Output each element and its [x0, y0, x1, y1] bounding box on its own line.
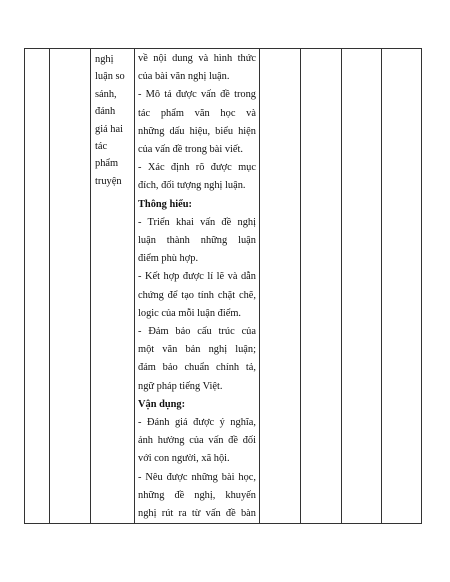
- matrix-table: [24, 48, 422, 524]
- section-heading: Thông hiểu:: [138, 198, 192, 210]
- cell-count-3: [342, 49, 382, 524]
- content-line: của bài văn nghị luận.: [138, 71, 230, 83]
- cell-count-2: [301, 49, 342, 524]
- subject-line: giá hai: [95, 123, 123, 135]
- content-line: - Mô tả được vấn đề trong: [138, 89, 256, 101]
- table-row: [25, 49, 422, 524]
- content-line: logic của mỗi luận điểm.: [138, 307, 242, 319]
- cell-index: [25, 49, 50, 524]
- content-line: chứng để tạo tính chặt chẽ,: [138, 289, 256, 301]
- content-line: những đề nghị, khuyến: [138, 489, 256, 501]
- content-line: những dấu hiệu, biểu hiện: [138, 125, 256, 137]
- content-line: điểm phù hợp.: [138, 253, 199, 265]
- content-line: đảm bảo chuẩn chính tả,: [138, 362, 256, 374]
- content-line: một văn bản nghị luận;: [138, 344, 256, 356]
- content-line: - Đánh giá được ý nghĩa,: [138, 417, 256, 429]
- cell-subject: [91, 49, 135, 524]
- content-line: luận thành những luận: [138, 235, 256, 247]
- content-line: của vấn đề trong bài viết.: [138, 144, 244, 156]
- cell-count-1: [260, 49, 301, 524]
- subject-line: luận so: [95, 71, 125, 83]
- content-line: - Triển khai vấn đề nghị: [138, 216, 256, 228]
- requirement-text: [135, 49, 259, 523]
- subject-line: tác: [95, 141, 108, 153]
- cell-content: [135, 49, 260, 524]
- content-line: - Kết hợp được lí lẽ và dẫn: [138, 271, 256, 283]
- content-line: tác phẩm văn học và: [138, 107, 256, 119]
- content-line: về nội dung và hình thức: [138, 53, 256, 64]
- content-line: đích, đối tượng nghị luận.: [138, 180, 246, 192]
- content-line: với con người, xã hội.: [138, 453, 230, 465]
- subject-text: [91, 49, 134, 190]
- subject-line: nghị: [95, 54, 114, 65]
- content-line: nghị rút ra từ vấn đề bàn: [138, 508, 256, 520]
- cell-topic: [50, 49, 91, 524]
- subject-line: truyện: [95, 175, 122, 187]
- content-line: - Đảm bảo cấu trúc của: [138, 326, 256, 338]
- content-line: - Xác định rõ được mục: [138, 162, 256, 174]
- subject-line: đánh: [95, 106, 116, 118]
- content-line: ảnh hưởng của vấn đề đối: [138, 435, 256, 447]
- content-line: ngữ pháp tiếng Việt.: [138, 380, 223, 392]
- content-line: - Nêu được những bài học,: [138, 471, 256, 483]
- section-heading: Vận dụng:: [138, 398, 186, 410]
- subject-line: phẩm: [95, 158, 119, 170]
- subject-line: sánh,: [95, 88, 117, 100]
- cell-count-4: [382, 49, 422, 524]
